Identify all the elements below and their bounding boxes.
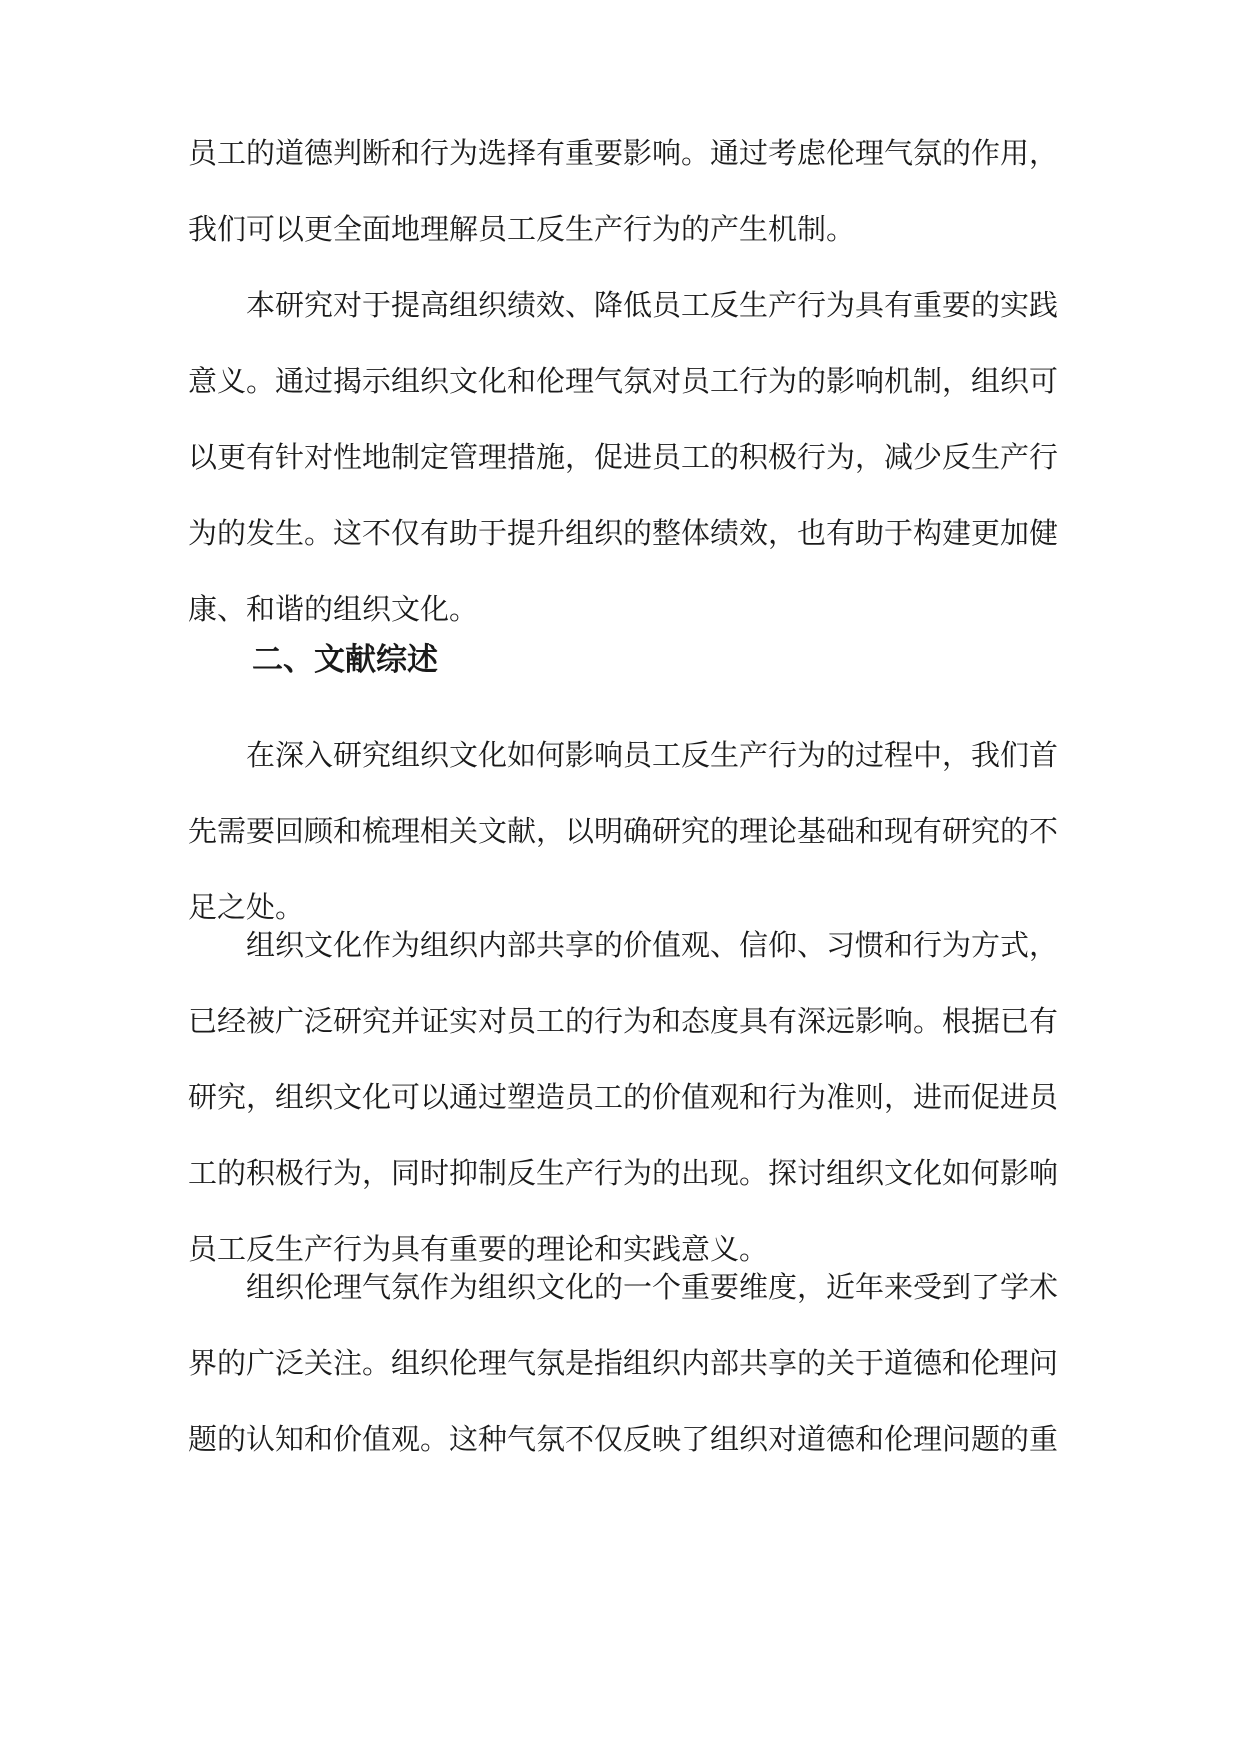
paragraph-continued: 员工的道德判断和行为选择有重要影响。通过考虑伦理气氛的作用，我们可以更全面地理解员工反生产行为的产生机制。 — [188, 136, 1059, 246]
section-heading: 二、文献综述 — [252, 642, 438, 678]
paragraph-organizational-culture: 组织文化作为组织内部共享的价值观、信仰、习惯和行为方式，已经被广泛研究并证实对员工的行为和态度具有深远影响。根据已有研究，组织文化可以通过塑造员工的价值观和行为准则，进而促进员工的积极行为，同时抑制反生产行为的出现。探讨组织文化如何影响员工反生产行为具有重要的理论和实践意义。 — [188, 928, 1059, 1266]
paragraph-ethical-climate: 组织伦理气氛作为组织文化的一个重要维度，近年来受到了学术界的广泛关注。组织伦理气氛是指组织内部共享的关于道德和伦理问题的认知和价值观。这种气氛不仅反映了组织对道德和伦理问题的重 — [188, 1270, 1059, 1456]
paragraph-literature-intro: 在深入研究组织文化如何影响员工反生产行为的过程中，我们首先需要回顾和梳理相关文献，以明确研究的理论基础和现有研究的不足之处。 — [188, 738, 1059, 924]
paragraph-significance: 本研究对于提高组织绩效、降低员工反生产行为具有重要的实践意义。通过揭示组织文化和伦理气氛对员工行为的影响机制，组织可以更有针对性地制定管理措施，促进员工的积极行为，减少反生产行为的发生。这不仅有助于提升组织的整体绩效，也有助于构建更加健康、和谐的组织文化。 — [188, 288, 1059, 626]
